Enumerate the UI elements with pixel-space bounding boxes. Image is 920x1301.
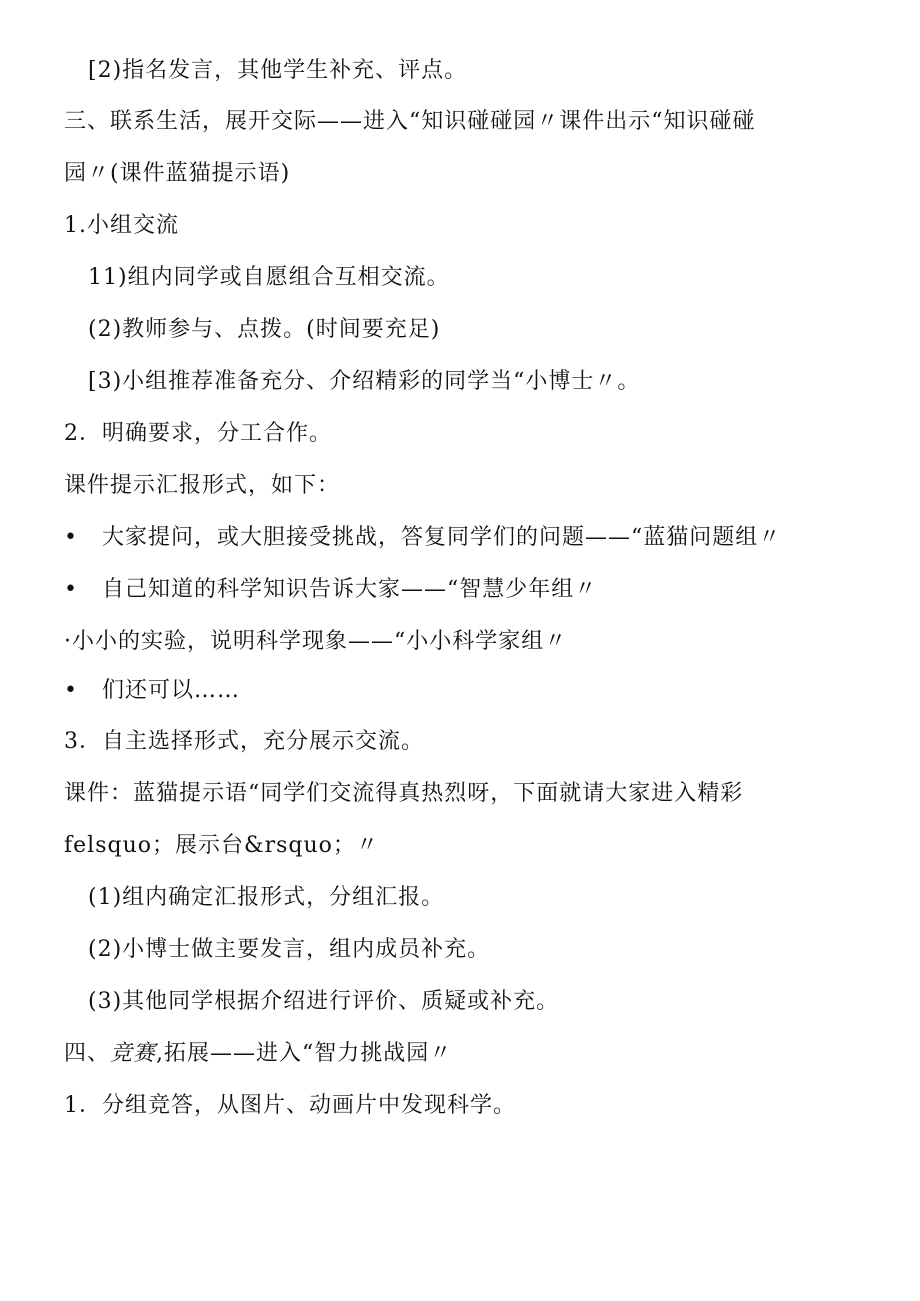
section-keyword: 竞赛: [110, 1041, 157, 1066]
paragraph-line: 11)组内同学或自愿组合互相交流。: [88, 265, 450, 290]
paragraph-line: [3)小组推荐准备充分、介绍精彩的同学当“小博士〃。: [88, 369, 641, 394]
bullet-marker: •: [64, 577, 77, 602]
list-item: 自己知道的科学知识告诉大家——“智慧少年组〃: [102, 577, 598, 602]
paragraph-line: (1)组内确定汇报形式，分组汇报。: [88, 885, 445, 910]
paragraph-line: (3)其他同学根据介绍进行评价、质疑或补充。: [88, 989, 560, 1014]
paragraph-line: felsquo；展示台&rsquo；〃: [64, 833, 379, 858]
subheading: 3．自主选择形式，充分展示交流。: [64, 729, 424, 754]
subheading: 2．明确要求，分工合作。: [64, 421, 332, 446]
paragraph-line: 园〃(课件蓝猫提示语): [64, 161, 291, 186]
paragraph-line: 课件：蓝猫提示语“同学们交流得真热烈呀，下面就请大家进入精彩: [64, 781, 744, 806]
paragraph-line: [2)指名发言，其他学生补充、评点。: [88, 58, 468, 83]
paragraph-line: (2)教师参与、点拨。(时间要充足): [88, 317, 441, 342]
section-prefix: 四、: [64, 1041, 111, 1066]
paragraph-line: (2)小博士做主要发言，组内成员补充。: [88, 937, 491, 962]
subheading: 1.小组交流: [64, 213, 179, 238]
subheading: 1．分组竞答，从图片、动画片中发现科学。: [64, 1093, 516, 1118]
section-heading: [64, 1039, 452, 1069]
list-item: 大家提问，或大胆接受挑战，答复同学们的问题——“蓝猫问题组〃: [102, 525, 782, 550]
bullet-marker: •: [64, 525, 77, 550]
list-item: ·小小的实验，说明科学现象——“小小科学家组〃: [64, 629, 568, 654]
section-rest: ,拓展——进入“智力挑战园〃: [156, 1041, 453, 1066]
section-heading: 三、联系生活，展开交际——进入“知识碰碰园〃课件出示“知识碰碰: [64, 109, 756, 134]
list-item: 们还可以……: [102, 678, 241, 703]
bullet-marker: •: [64, 678, 77, 703]
paragraph-line: 课件提示汇报形式，如下：: [64, 473, 341, 498]
